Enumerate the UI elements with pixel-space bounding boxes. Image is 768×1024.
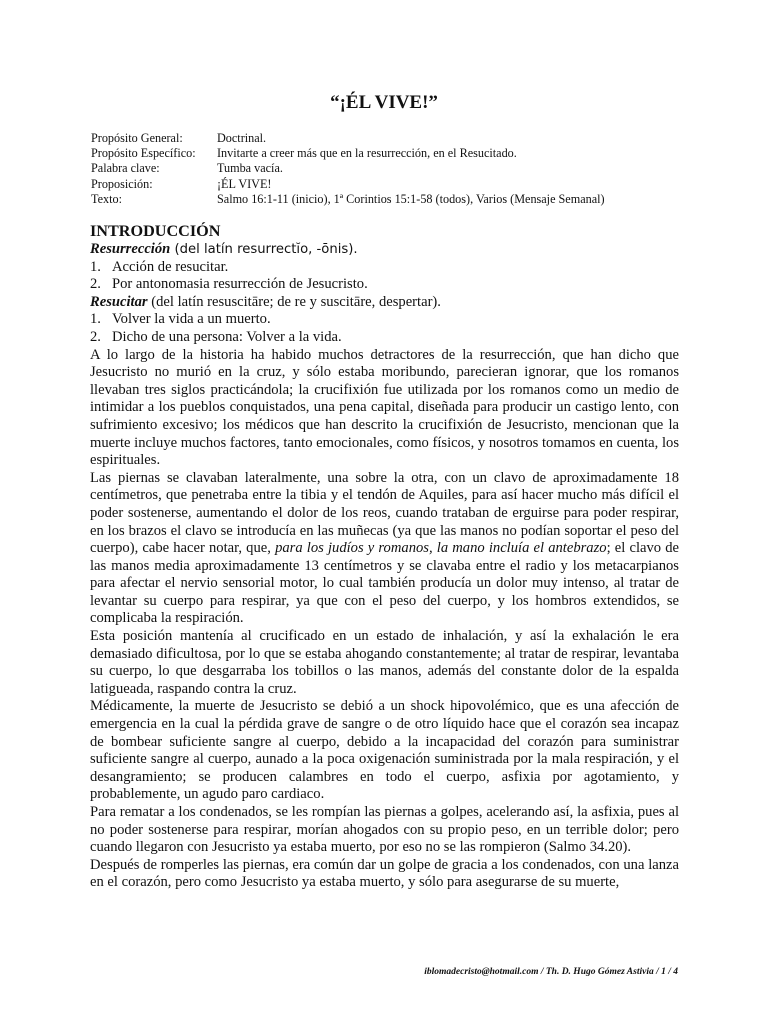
meta-key: Proposición:	[91, 176, 153, 191]
meta-value: ¡ÉL VIVE!	[217, 176, 272, 191]
meta-value: Invitarte a creer más que en la resurrección, en el Resucitado.	[217, 146, 517, 161]
meta-value: Doctrinal.	[217, 131, 267, 145]
meta-row	[91, 161, 605, 176]
document-title: “¡ÉL VIVE!”	[330, 92, 438, 113]
list-item: 1. Volver la vida a un muerto.	[90, 311, 271, 328]
paragraph: Después de romperles las piernas, era común dar un golpe de gracia a los condenados, con una lanza en el corazón, pero como Jesucristo ya estaba muerto, y sólo para asegurarse de su muerte,	[90, 856, 679, 891]
sermon-metadata	[91, 131, 605, 207]
definition-term: Resucitar	[90, 293, 148, 310]
meta-key: Propósito General:	[91, 131, 183, 145]
paragraph: Para rematar a los condenados, se les rompían las piernas a golpes, acelerando así, la asfixia, pues al no poder sostenerse para respirar, morían ahogados con su propio peso, en un terrible dolor; pero cuando llegaron con Jesucristo ya estaba muerto, por eso no se las rompieron (Salmo 34.20).	[90, 804, 679, 856]
paragraph: Esta posición mantenía al crucificado en un estado de inhalación, y así la exhalación le era demasiado dificultosa, por lo que se estaba ahogando constantemente; al tratar de respirar, levantaba su cuerpo, lo que desgarraba los tobillos o las manos, además del constante dolor de la espalda latigueada, raspando contra la cruz.	[90, 628, 679, 697]
meta-value: Tumba vacía.	[217, 161, 283, 176]
paragraph: Las piernas se clavaban lateralmente, una sobre la otra, con un clavo de aproximadamente 18 centímetros, que penetraba entre la tibia y el tendón de Aquiles, para así hacer mucho más difícil el poder sostenerse, aumentando el dolor de los reos, cuando trataban de erguirse para poder respirar, en los brazos el clavo se introducía en las muñecas (ya que las manos no podían soportar el peso del cuerpo), cabe hacer notar, que, para los judíos y romanos, la mano incluía el antebrazo; el clavo de las manos media aproximadamente 13 centímetros y se clavaba entre el radio y los metacarpianos para afectar el nervio sensorial motor, lo cual también producía un dolor muy intenso, al tratar de levantar su cuerpo para respirar, ya que con el peso del cuerpo, y los hombros extendidos, se complicaba la respiración.	[90, 469, 679, 627]
definition-etymology: (del latín resurrectĭo, -ōnis).	[170, 242, 358, 257]
meta-row	[91, 192, 605, 207]
definition-etymology: (del latín resuscitāre; de re y suscitāre, despertar).	[147, 293, 441, 310]
meta-key: Propósito Específico:	[91, 146, 196, 161]
meta-row	[91, 177, 605, 192]
definition-resucitar	[90, 294, 679, 312]
page-footer: iblomadecristo@hotmail.com / Th. D. Hugo Gómez Astivia / 1 / 4	[424, 967, 678, 977]
document-body	[90, 221, 679, 892]
definition-resurreccion	[90, 241, 679, 259]
list-item: 2. Por antonomasia resurrección de Jesucristo.	[90, 276, 368, 293]
paragraph: Médicamente, la muerte de Jesucristo se debió a un shock hipovolémico, que es una afección de emergencia en la cual la pérdida grave de sangre o de otro líquido hace que el corazón sea incapaz de bombear suficiente sangre al cuerpo, debido a la incapacidad del corazón para suministrar suficiente sangre al cuerpo, aunado a la poca oxigenación suministrada por la mala respiración, y el desangramiento; se producen calambres en todo el cuerpo, asfixia por agotamiento, y probablemente, un agudo paro cardiaco.	[90, 698, 679, 803]
meta-value: Salmo 16:1-11 (inicio), 1ª Corintios 15:1-58 (todos), Varios (Mensaje Semanal)	[217, 191, 605, 206]
meta-row	[91, 131, 605, 146]
list-item: 2. Dicho de una persona: Volver a la vida.	[90, 328, 342, 345]
section-heading: INTRODUCCIÓN	[90, 222, 221, 240]
emphasis-text: para los judíos y romanos, la mano incluía el antebrazo	[275, 540, 607, 557]
list-item: 1. Acción de resucitar.	[90, 258, 229, 275]
paragraph: A lo largo de la historia ha habido muchos detractores de la resurrección, que han dicho que Jesucristo no murió en la cruz, y sólo estaba moribundo, parecieran ignorar, que los romanos llevaban tres siglos practicándola; la crucifixión fue utilizada por los romanos como un medio de intimidar a los pueblos conquistados, una pena capital, diseñada para producir un castigo lento, con sufrimiento excesivo; los médicos que han descrito la crucifixión de Jesucristo, mencionan que la muerte incluye muchos factores, tanto emocionales, como físicos, y nosotros tomamos en cuenta, los espirituales.	[90, 346, 679, 469]
definition-term: Resurrección	[90, 241, 171, 257]
meta-key: Texto:	[91, 191, 122, 206]
meta-key: Palabra clave:	[91, 161, 160, 176]
meta-row	[91, 146, 605, 161]
